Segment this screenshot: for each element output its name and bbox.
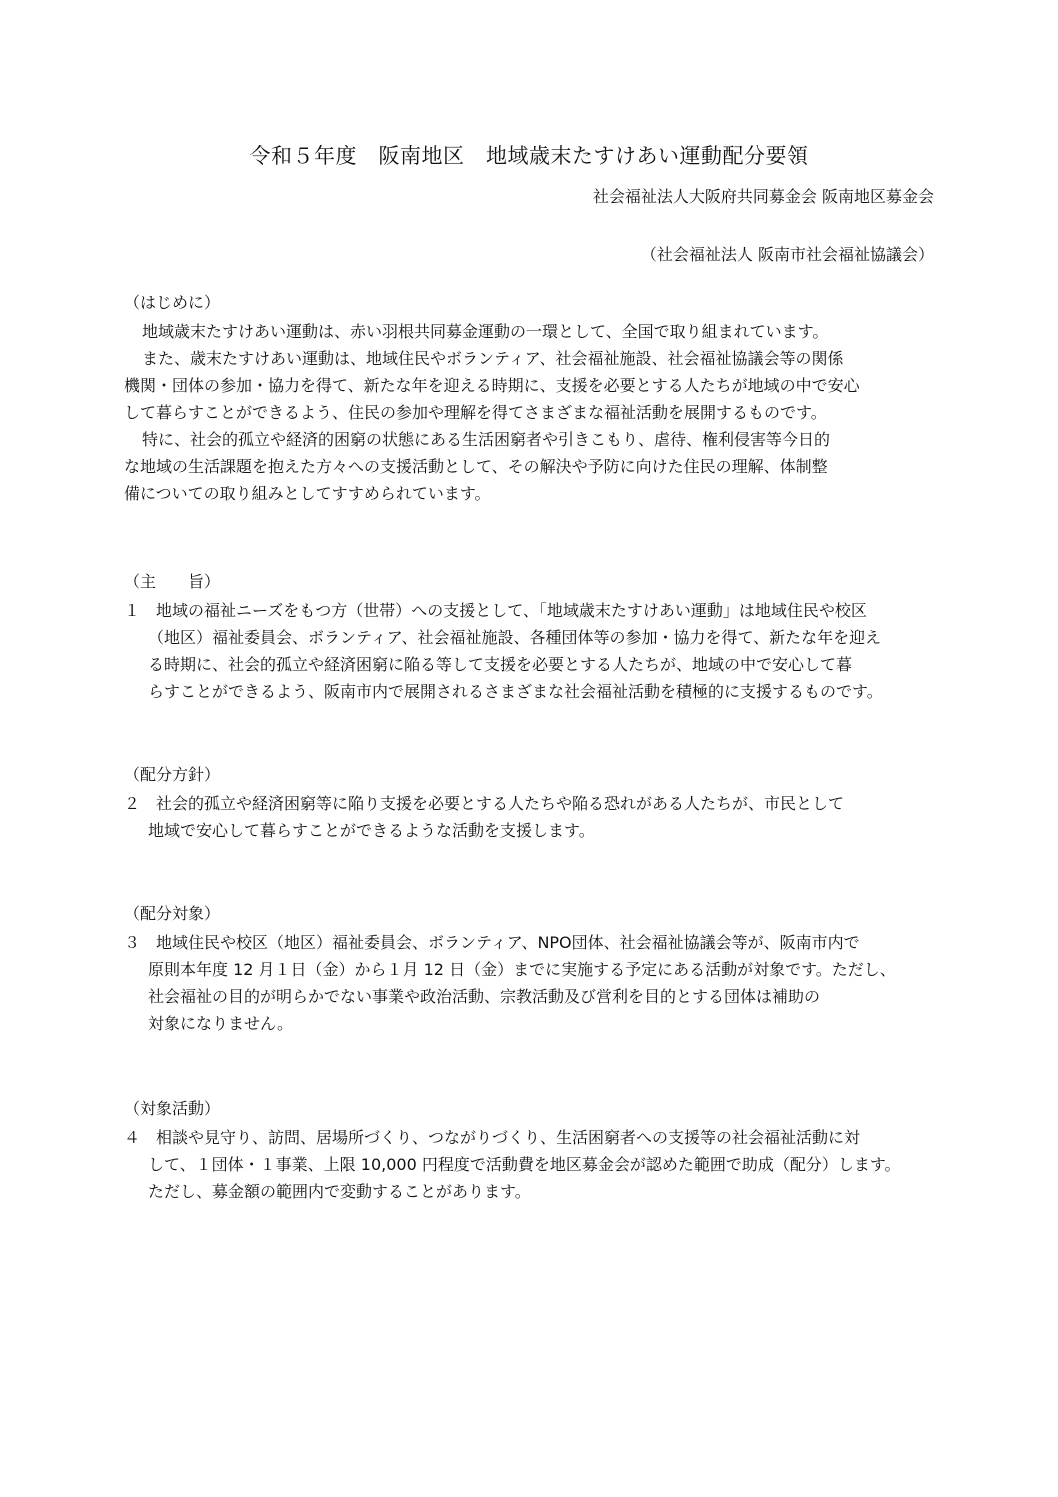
text-line: らすことができるよう、阪南市内で展開されるさまざまな社会福祉活動を積極的に支援するものです。 <box>148 682 883 701</box>
text-line: 対象になりません。 <box>148 1014 293 1033</box>
text-line: 原則本年度 12 月１日（金）から１月 12 日（金）までに実施する予定にある活動が対象です。ただし、 <box>148 960 896 979</box>
text-line: ３ 地域住民や校区（地区）福祉委員会、ボランティア、NPO団体、社会福祉協議会等が、阪南市内で <box>124 933 860 952</box>
text-line: ２ 社会的孤立や経済困窮等に陥り支援を必要とする人たちや陥る恐れがある人たちが、市民として <box>124 794 845 813</box>
section-body-purpose <box>124 597 944 705</box>
section-heading-activities: （対象活動） <box>124 1099 221 1118</box>
section-body-policy <box>124 790 944 844</box>
section-heading-intro: （はじめに） <box>124 293 221 312</box>
text-line: して、１団体・１事業、上限 10,000 円程度で活動費を地区募金会が認めた範囲で助成（配分）します。 <box>148 1155 901 1174</box>
secretariat-organization: （社会福祉法人 阪南市社会福祉協議会） <box>640 245 934 264</box>
section-body-activities <box>124 1124 944 1205</box>
text-line: ただし、募金額の範囲内で変動することがあります。 <box>148 1182 531 1201</box>
section-heading-policy: （配分方針） <box>124 765 221 784</box>
text-line: また、歳末たすけあい運動は、地域住民やボランティア、社会福祉施設、社会福祉協議会等の関係 <box>142 349 844 368</box>
text-line: な地域の生活課題を抱えた方々への支援活動として、その解決や予防に向けた住民の理解、体制整 <box>124 457 828 476</box>
text-line: 社会福祉の目的が明らかでない事業や政治活動、宗教活動及び営利を目的とする団体は補助の <box>148 987 821 1006</box>
issuing-organization: 社会福祉法人大阪府共同募金会 阪南地区募金会 <box>592 187 934 206</box>
text-line: 機関・団体の参加・協力を得て、新たな年を迎える時期に、支援を必要とする人たちが地域の中で安心 <box>124 376 860 395</box>
text-line: 備についての取り組みとしてすすめられています。 <box>124 484 491 503</box>
text-line: １ 地域の福祉ニーズをもつ方（世帯）への支援として、「地域歳末たすけあい運動」は地域住民や校区 <box>124 601 867 620</box>
section-body-intro <box>124 318 944 507</box>
text-line: （地区）福祉委員会、ボランティア、社会福祉施設、各種団体等の参加・協力を得て、新たな年を迎え <box>148 628 882 647</box>
text-line: 特に、社会的孤立や経済的困窮の状態にある生活困窮者や引きこもり、虐待、権利侵害等今日的 <box>142 430 831 449</box>
document-title: 令和５年度 阪南地区 地域歳末たすけあい運動配分要領 <box>249 144 809 168</box>
section-body-target <box>124 929 944 1037</box>
text-line: して暮らすことができるよう、住民の参加や理解を得てさまざまな福祉活動を展開するものです。 <box>124 403 827 422</box>
text-line: 地域で安心して暮らすことができるような活動を支援します。 <box>148 821 595 840</box>
text-line: る時期に、社会的孤立や経済困窮に陥る等して支援を必要とする人たちが、地域の中で安心して暮 <box>148 655 853 674</box>
text-line: 地域歳末たすけあい運動は、赤い羽根共同募金運動の一環として、全国で取り組まれています。 <box>142 322 829 341</box>
text-line: ４ 相談や見守り、訪問、居場所づくり、つながりづくり、生活困窮者への支援等の社会福祉活動に対 <box>124 1128 861 1147</box>
section-heading-purpose: （主 旨） <box>124 572 221 591</box>
section-heading-target: （配分対象） <box>124 904 221 923</box>
